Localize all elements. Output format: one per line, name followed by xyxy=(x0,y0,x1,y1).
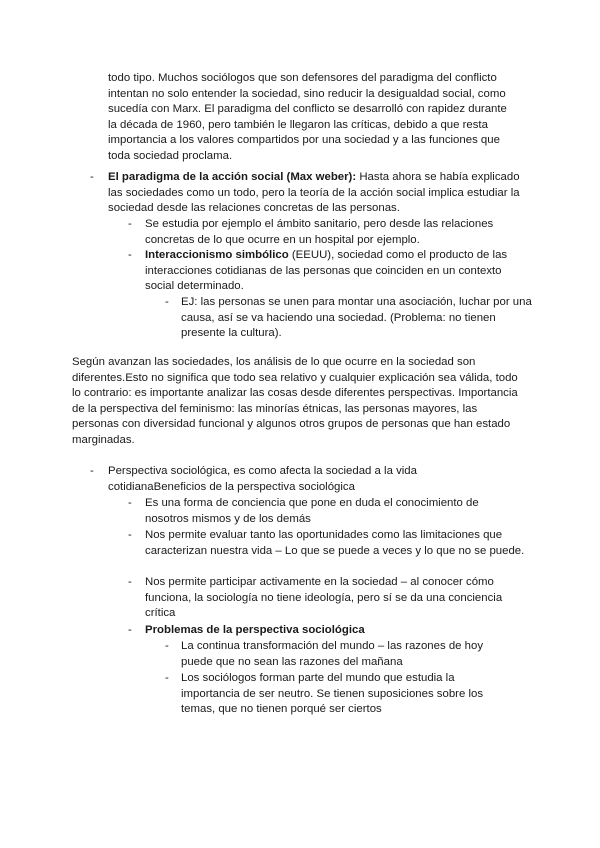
bullet-interaccionismo xyxy=(145,248,520,295)
interaccionismo-title: Interaccionismo simbólico xyxy=(145,249,289,261)
body-paragraph: Según avanzan las sociedades, los análisis de lo que ocurre en la sociedad son diferentes.Esto no significa que todo sea relativo y cualquier explicación sea válida, todo lo contrario: es importante analizar las cosas desde diferentes perspectivas. Importancia de la perspectiva del feminismo: las minorías étnicas, las personas mayores, las personas con diversidad funcional y algunos otros grupos de personas que han estado marginadas. xyxy=(72,356,518,446)
bullet-dash: - xyxy=(165,296,169,308)
accion-social-title: El paradigma de la acción social (Max weber): xyxy=(108,171,357,183)
bullet-dash: - xyxy=(128,249,132,261)
interaccionismo-text: (EEUU), sociedad como el producto de las interacciones cotidianas de las personas que coinciden en un contexto social determinado. xyxy=(145,249,508,292)
benefit-item: Nos permite participar activamente en la sociedad – al conocer cómo funciona, la sociología no tiene ideología, pero sí se da una conciencia crítica xyxy=(145,576,503,619)
bullet-dash: - xyxy=(128,576,132,588)
bullet-dash: - xyxy=(128,497,132,509)
bullet-dash: - xyxy=(90,465,94,477)
problem-item: La continua transformación del mundo – las razones de hoy puede que no sean las razones del mañana xyxy=(181,640,484,668)
problems-title: Problemas de la perspectiva sociológica xyxy=(145,624,365,636)
bullet-accion-social xyxy=(108,170,528,217)
bullet-dash: - xyxy=(165,672,169,684)
bullet-ambito-sanitario: Se estudia por ejemplo el ámbito sanitario, pero desde las relaciones concretas de lo que ocurre en un hospital por ejemplo. xyxy=(145,218,494,246)
bullet-dash: - xyxy=(128,529,132,541)
accion-social-text: Hasta ahora se había explicado las sociedades como un todo, pero la teoría de la acción social implica estudiar la sociedad desde las relaciones concretas de las personas. xyxy=(108,171,520,214)
problem-item: Los sociólogos forman parte del mundo que estudia la importancia de ser neutro. Se tienen suposiciones sobre los temas, que no tienen porqué ser ciertos xyxy=(181,672,484,715)
bullet-dash: - xyxy=(165,640,169,652)
bullet-dash: - xyxy=(128,624,132,636)
intro-continuation: todo tipo. Muchos sociólogos que son defensores del paradigma del conflicto intentan no solo entender la sociedad, sino reducir la desigualdad social, como sucedía con Marx. El paradigma del conflicto se desarrolló con rapidez durante la década de 1960, pero también le llegaron las críticas, debido a que resta importancia a los valores compartidos por una sociedad y a las funciones que toda sociedad proclama. xyxy=(108,72,507,162)
bullet-perspectiva: Perspectiva sociológica, es como afecta la sociedad a la vida cotidianaBeneficios de la perspectiva sociológica xyxy=(108,465,417,493)
bullet-ejemplo: EJ: las personas se unen para montar una asociación, luchar por una causa, así se va haciendo una sociedad. (Problema: no tienen presente la cultura). xyxy=(181,296,532,339)
bullet-dash: - xyxy=(90,171,94,183)
bullet-dash: - xyxy=(128,218,132,230)
benefit-item: Es una forma de conciencia que pone en duda el conocimiento de nosotros mismos y de los demás xyxy=(145,497,479,525)
benefit-item: Nos permite evaluar tanto las oportunidades como las limitaciones que caracterizan nuestra vida – Lo que se puede a veces y lo que no se puede. xyxy=(145,529,525,557)
